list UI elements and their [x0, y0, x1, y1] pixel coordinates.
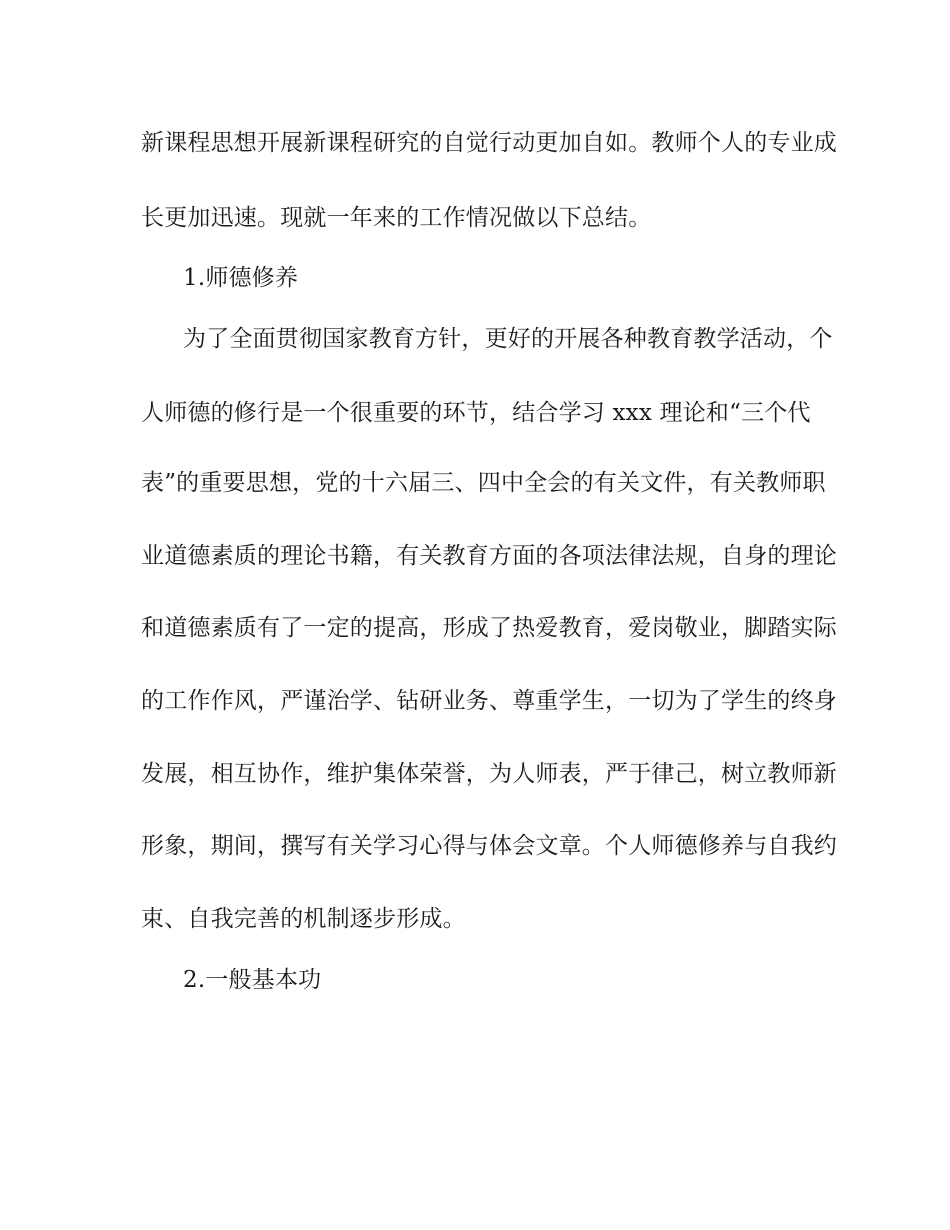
body-text-line: 和道德素质有了一定的提高，形成了热爱教育，爱岗敬业，脚踏实际: [141, 615, 837, 641]
body-text-line: 表”的重要思想，党的十六届三、四中全会的有关文件，有关教师职: [141, 470, 826, 496]
body-text-line: 人师德的修行是一个很重要的环节，结合学习 xxx 理论和“三个代: [141, 400, 811, 426]
body-text-line: 形象，期间，撰写有关学习心得与体会文章。个人师德修养与自我约: [141, 833, 837, 859]
section-heading-1: 1.师德修养: [183, 265, 299, 291]
body-text-line: 业道德素质的理论书籍，有关教育方面的各项法律法规，自身的理论: [141, 543, 837, 569]
paragraph-first-line: 为了全面贯彻国家教育方针，更好的开展各种教育教学活动，个: [183, 326, 833, 352]
body-text-line: 的工作作风，严谨治学、钻研业务、尊重学生，一切为了学生的终身: [141, 688, 837, 714]
body-text-line: 束、自我完善的机制逐步形成。: [141, 906, 466, 932]
body-text-line: 长更加迅速。现就一年来的工作情况做以下总结。: [141, 205, 652, 231]
body-text-line: 新课程思想开展新课程研究的自觉行动更加自如。教师个人的专业成: [141, 130, 837, 156]
section-heading-2: 2.一般基本功: [183, 967, 322, 993]
body-text-line: 发展，相互协作，维护集体荣誉，为人师表，严于律己，树立教师新: [141, 761, 837, 787]
